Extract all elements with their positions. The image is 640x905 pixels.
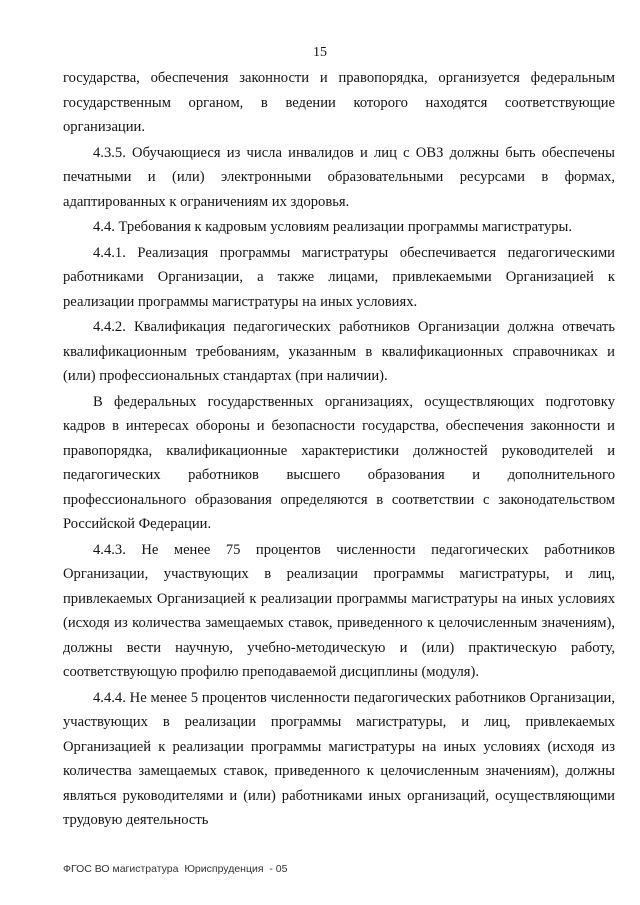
paragraph-continuation: государства, обеспечения законности и правопорядка, организуется федеральным государственным органом, в ведении которого находятся соответствующие организации. <box>63 70 615 135</box>
paragraph-federal-organizations: В федеральных государственных организациях, осуществляющих подготовку кадров в интересах обороны и безопасности государства, обеспечения законности и правопорядка, квалификационные характеристики должностей руководителей и педагогических работников высшего образования и дополнительного профессионального образования определяются в соответствии с законодательством Российской Федерации. <box>63 393 615 532</box>
page-number: 15 <box>313 45 327 60</box>
paragraph-4-4-1: 4.4.1. Реализация программы магистратуры обеспечивается педагогическими работниками Организации, а также лицами, привлекаемыми Организацией к реализации программы магистратуры на иных условиях. <box>63 244 615 310</box>
paragraph-4-4-3: 4.4.3. Не менее 75 процентов численности педагогических работников Организации, участвующих в реализации программы магистратуры, и лиц, привлекаемых Организацией к реализации программы магистратуры на иных условиях (исходя из количества замещаемых ставок, приведенного к целочисленным значениям), должны вести научную, учебно-методическую и (или) практическую работу, соответствующую профилю преподаваемой дисциплины (модуля). <box>63 541 615 680</box>
document-body <box>63 66 615 834</box>
paragraph-4-4-2: 4.4.2. Квалификация педагогических работников Организации должна отвечать квалификационным требованиям, указанным в квалификационных справочниках и (или) профессиональных стандартах (при наличии). <box>63 319 615 384</box>
paragraph-4-4: 4.4. Требования к кадровым условиям реализации программы магистратуры. <box>93 219 573 235</box>
paragraph-4-3-5: 4.3.5. Обучающиеся из числа инвалидов и лиц с ОВЗ должны быть обеспечены печатными и (или) электронными образовательными ресурсами в формах, адаптированных к ограничениям их здоровья. <box>63 144 615 210</box>
document-footer: ФГОС ВО магистратура Юриспруденция - 05 <box>63 863 288 875</box>
paragraph-4-4-4: 4.4.4. Не менее 5 процентов численности педагогических работников Организации, участвующих в реализации программы магистратуры, и лиц, привлекаемых Организацией к реализации программы магистратуры на иных условиях (исходя из количества замещаемых ставок, приведенного к целочисленным значениям), должны являться руководителями и (или) работниками иных организаций, осуществляющими трудовую деятельность <box>63 689 615 828</box>
